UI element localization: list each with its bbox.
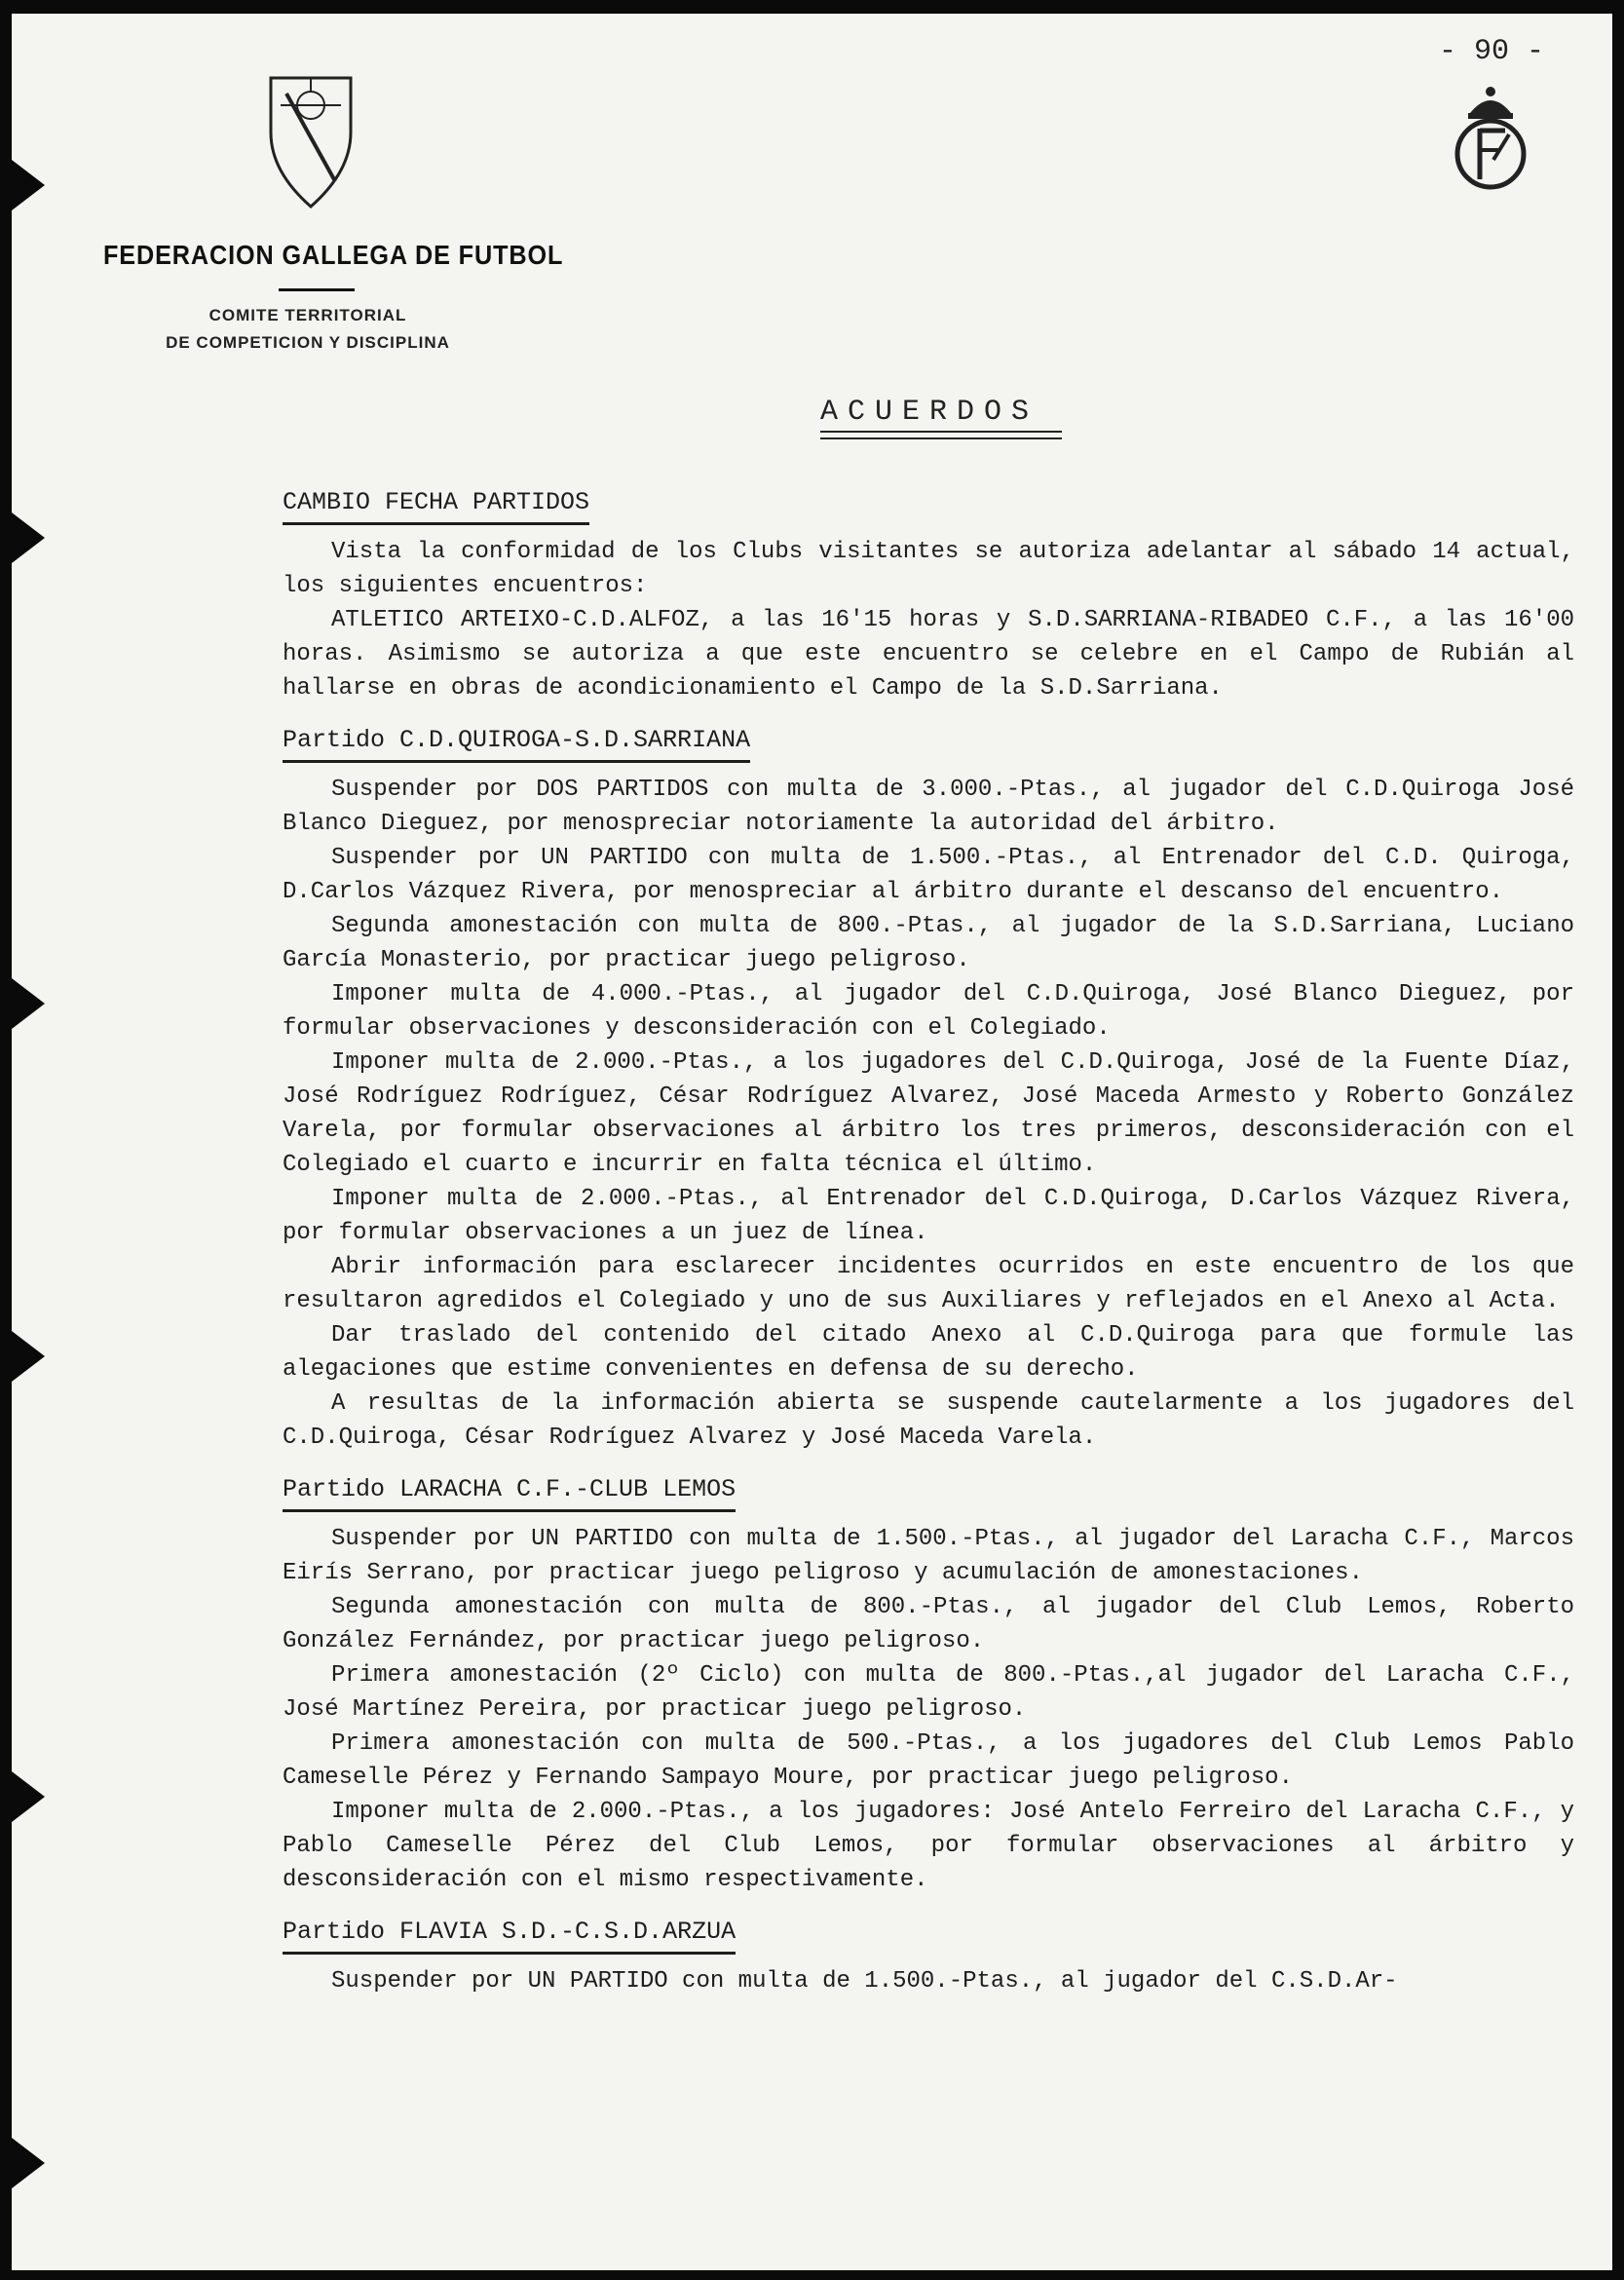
paragraph: Primera amonestación (2º Ciclo) con multa de 800.-Ptas.,al jugador del Laracha C.F., José Martínez Pereira, por practicar juego peligroso.	[283, 1662, 1574, 1723]
scan-edge-notch	[12, 1331, 45, 1382]
paragraph: Suspender por UN PARTIDO con multa de 1.500.-Ptas., al jugador del Laracha C.F., Marcos Eirís Serrano, por practicar juego peligroso y acumulación de amonestaciones.	[283, 1526, 1574, 1586]
paragraph: Primera amonestación con multa de 500.-Ptas., a los jugadores del Club Lemos Pablo Cameselle Pérez y Fernando Sampayo Moure, por practicar juego peligroso.	[283, 1730, 1574, 1791]
paragraph: Vista la conformidad de los Clubs visitantes se autoriza adelantar al sábado 14 actual, los siguientes encuentros:	[283, 539, 1574, 599]
paragraph: A resultas de la información abierta se suspende cautelarmente a los jugadores del C.D.Quiroga, César Rodríguez Alvarez y José Maceda Varela.	[283, 1390, 1574, 1451]
scan-edge-notch	[12, 978, 45, 1029]
scan-edge-notch	[12, 1771, 45, 1822]
section-heading: Partido LARACHA C.F.-CLUB LEMOS	[283, 1472, 736, 1512]
paragraph: Suspender por DOS PARTIDOS con multa de 3.000.-Ptas., al jugador del C.D.Quiroga José Blanco Dieguez, por menospreciar notoriamente la autoridad del árbitro.	[283, 777, 1574, 837]
federation-name: FEDERACION GALLEGA DE FUTBOL	[103, 240, 564, 270]
document-body	[269, 472, 1574, 2002]
section-date-change	[269, 472, 1574, 705]
paragraph: Segunda amonestación con multa de 800.-Ptas., al jugador de la S.D.Sarriana, Luciano García Monasterio, por practicar juego peligroso.	[283, 913, 1574, 973]
paragraph: Imponer multa de 2.000.-Ptas., a los jugadores del C.D.Quiroga, José de la Fuente Díaz, José Rodríguez Rodríguez, César Rodríguez Alvarez, José Maceda Armesto y Roberto González Varela, por formular observaciones al árbitro los tres primeros, desconsideración con el Colegiado el cuarto e incurrir en falta técnica el último.	[283, 1049, 1574, 1178]
document-page	[12, 14, 1612, 2270]
page-number: - 90 -	[1438, 35, 1544, 68]
scan-edge-notch	[12, 160, 45, 210]
paragraph: ATLETICO ARTEIXO-C.D.ALFOZ, a las 16'15 horas y S.D.SARRIANA-RIBADEO C.F., a las 16'00 horas. Asimismo se autoriza a que este encuentro se celebre en el Campo de Rubián al hallarse en obras de acondicionamiento el Campo de la S.D.Sarriana.	[283, 607, 1574, 702]
document-title: ACUERDOS	[820, 396, 1039, 429]
royal-crest-icon	[1449, 78, 1532, 195]
letterhead-divider	[279, 288, 355, 291]
section-heading: Partido C.D.QUIROGA-S.D.SARRIANA	[283, 723, 750, 763]
paragraph: Imponer multa de 2.000.-Ptas., al Entrenador del C.D.Quiroga, D.Carlos Vázquez Rivera, por formular observaciones a un juez de línea.	[283, 1186, 1574, 1246]
section-laracha-lemos	[269, 1459, 1574, 1897]
scan-edge-notch	[12, 513, 45, 563]
committee-line: DE COMPETICION Y DISCIPLINA	[166, 333, 450, 352]
section-flavia-arzua	[269, 1901, 1574, 1998]
paragraph: Dar traslado del contenido del citado Anexo al C.D.Quiroga para que formule las alegaciones que estime convenientes en defensa de su derecho.	[283, 1322, 1574, 1383]
section-heading: Partido FLAVIA S.D.-C.S.D.ARZUA	[283, 1915, 736, 1955]
section-heading: CAMBIO FECHA PARTIDOS	[283, 485, 589, 525]
paragraph: Imponer multa de 4.000.-Ptas., al jugador del C.D.Quiroga, José Blanco Dieguez, por formular observaciones y desconsideración con el Colegiado.	[283, 981, 1574, 1042]
paragraph: Imponer multa de 2.000.-Ptas., a los jugadores: José Antelo Ferreiro del Laracha C.F., y Pablo Cameselle Pérez del Club Lemos, por formular observaciones al árbitro y desconsideración con el mismo respectivamente.	[283, 1799, 1574, 1893]
committee-line: COMITE TERRITORIAL	[208, 306, 407, 324]
committee-name	[103, 302, 512, 357]
document-title-underline	[820, 431, 1062, 439]
paragraph: Suspender por UN PARTIDO con multa de 1.500.-Ptas., al jugador del C.S.D.Ar-	[331, 1968, 1398, 1995]
paragraph: Suspender por UN PARTIDO con multa de 1.500.-Ptas., al Entrenador del C.D. Quiroga, D.Carlos Vázquez Rivera, por menospreciar al árbitro durante el descanso del encuentro.	[283, 845, 1574, 905]
paragraph: Segunda amonestación con multa de 800.-Ptas., al jugador del Club Lemos, Roberto González Fernández, por practicar juego peligroso.	[283, 1594, 1574, 1654]
section-quiroga-sarriana	[269, 709, 1574, 1455]
scan-edge-notch	[12, 2138, 45, 2188]
paragraph: Abrir información para esclarecer incidentes ocurridos en este encuentro de los que resultaron agredidos el Colegiado y uno de sus Auxiliares y reflejados en el Anexo al Acta.	[283, 1254, 1574, 1314]
federation-shield-icon	[267, 74, 355, 210]
